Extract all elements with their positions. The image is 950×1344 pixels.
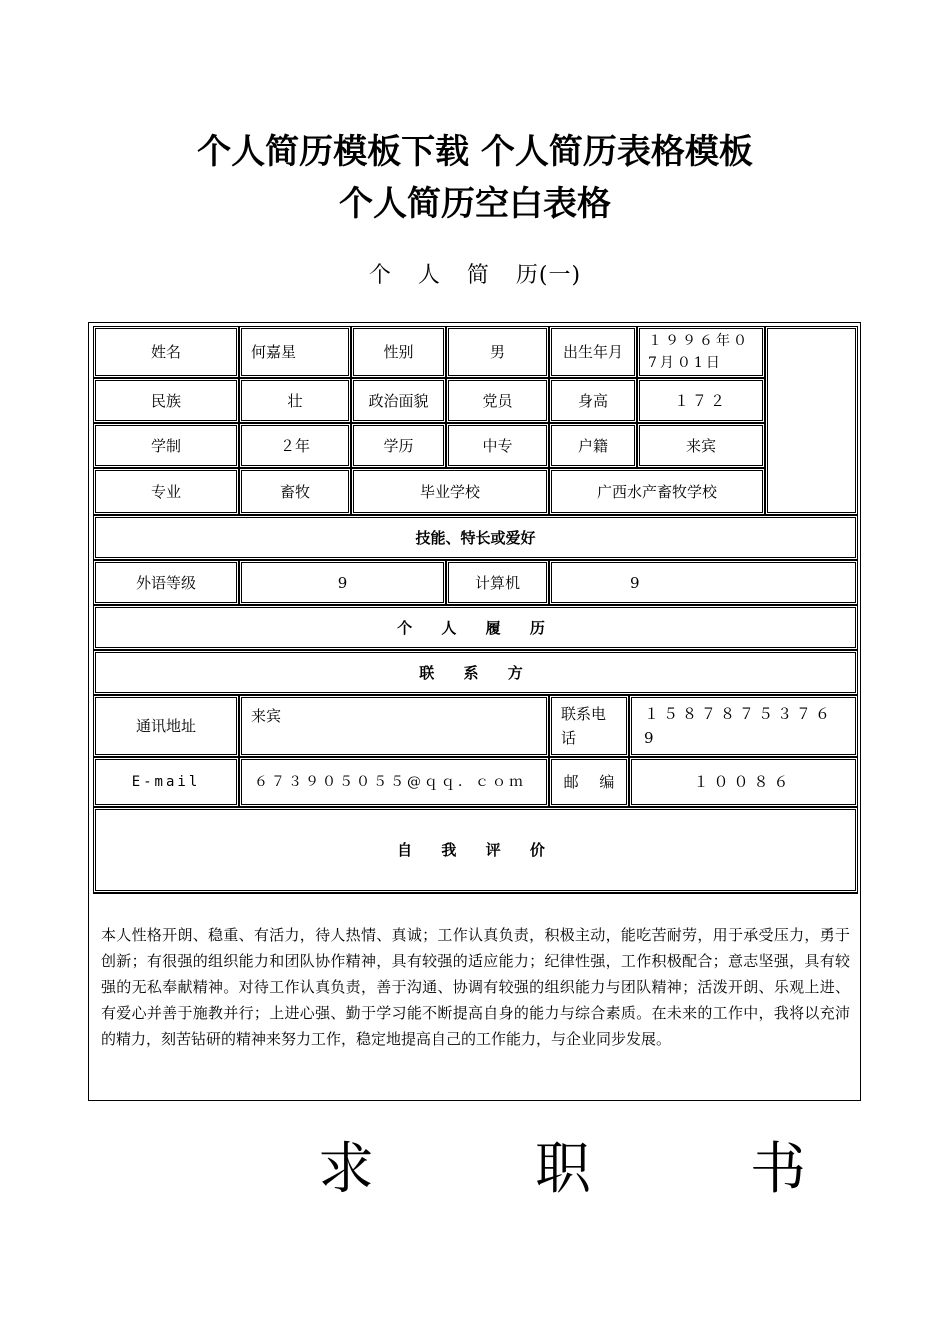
language-value: 9 (239, 560, 446, 605)
address-label: 通讯地址 (93, 695, 239, 757)
self-eval-header: 自 我 评 价 (93, 807, 858, 893)
phone-label: 联系电话 (549, 695, 629, 757)
schooling-label: 学制 (93, 423, 239, 468)
footer-char-2: 职 (535, 1137, 591, 1202)
document-title-line1: 个人简历模板下载 个人简历表格模板 (197, 132, 753, 172)
school-label: 毕业学校 (351, 468, 549, 515)
education-value: 中专 (446, 423, 549, 468)
computer-label: 计算机 (446, 560, 549, 605)
education-label: 学历 (351, 423, 446, 468)
name-value: 何嘉星 (239, 326, 351, 378)
name-label: 姓名 (93, 326, 239, 378)
phone-value: １５８７８７５３７６9 (629, 695, 858, 757)
major-value: 畜牧 (239, 468, 351, 515)
schooling-value: ２年 (239, 423, 351, 468)
ethnic-value: 壮 (239, 378, 351, 423)
major-label: 专业 (93, 468, 239, 515)
height-label: 身高 (549, 378, 637, 423)
computer-value: 9 (549, 560, 858, 605)
resume-subtitle: 个 人 简 历(一) (368, 263, 582, 288)
skills-header: 技能、特长或爱好 (93, 515, 858, 560)
contact-header: 联 系 方 (93, 650, 858, 695)
footer-char-3: 书 (750, 1137, 806, 1202)
political-label: 政治面貌 (351, 378, 446, 423)
email-value: ６７３９０５０５５@ｑｑ．ｃｏｍ (239, 757, 549, 807)
birth-label: 出生年月 (549, 326, 637, 378)
self-eval-text: 本人性格开朗、稳重、有活力，待人热情、真诚；工作认真负责，积极主动，能吃苦耐劳，用于承受压力，勇于创新；有很强的组织能力和团队协作精神，具有较强的适应能力；纪律性强，工作积极配合；意志坚强，具有较强的无私奉献精神。对待工作认真负责，善于沟通、协调有较强的组织能力与团队精神；活泼开朗、乐观上进、有爱心并善于施教并行；上进心强、勤于学习能不断提高自身的能力与综合素质。在未来的工作中，我将以充沛的精力，刻苦钻研的精神来努力工作，稳定地提高自己的工作能力，与企业同步发展。 (93, 893, 858, 1097)
gender-label: 性别 (351, 326, 446, 378)
political-value: 党员 (446, 378, 549, 423)
birth-value: １９９６年０7月０1日 (637, 326, 765, 378)
footer-char-1: 求 (318, 1137, 374, 1202)
hukou-label: 户籍 (549, 423, 637, 468)
address-value: 来宾 (239, 695, 549, 757)
photo-box (765, 326, 858, 515)
school-value: 广西水产畜牧学校 (549, 468, 765, 515)
resume-section-header: 个 人 履 历 (93, 605, 858, 650)
gender-value: 男 (446, 326, 549, 378)
hukou-value: 来宾 (637, 423, 765, 468)
zip-value: １００８６ (629, 757, 858, 807)
language-label: 外语等级 (93, 560, 239, 605)
zip-label: 邮 编 (549, 757, 629, 807)
height-value: １７２ (637, 378, 765, 423)
ethnic-label: 民族 (93, 378, 239, 423)
document-title-line2: 个人简历空白表格 (339, 184, 611, 224)
email-label: E-mail (93, 757, 239, 807)
